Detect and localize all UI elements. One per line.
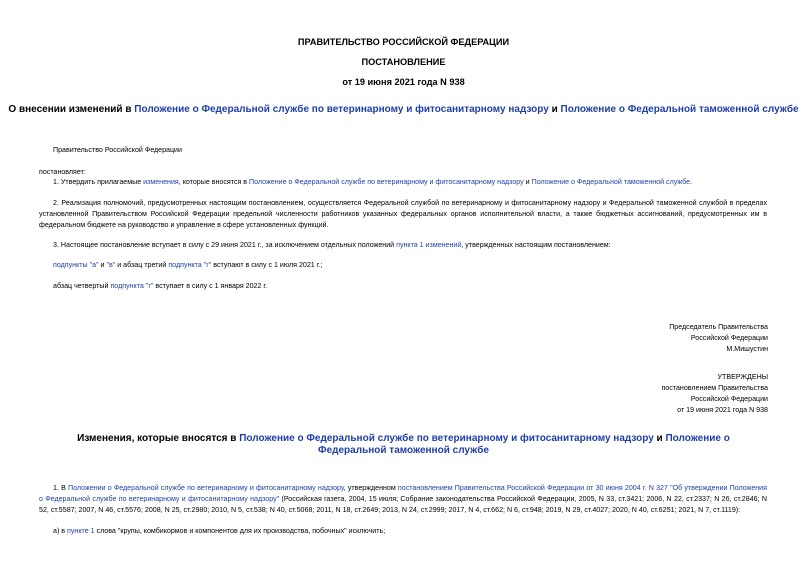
p4-link-subitem-v[interactable]: "в" [106, 261, 116, 269]
p3-text: 3. Настоящее постановление вступает в силу с 29 июня 2021 г., за исключением отдельных положений [53, 241, 397, 249]
document-title [0, 104, 807, 116]
item-a-link-point1[interactable]: пункте 1 [67, 527, 95, 535]
paragraph-3 [53, 240, 773, 251]
p4-text: и [98, 261, 107, 269]
item-a-text: а) в [53, 527, 68, 535]
item1-link-vet-regulation[interactable]: Положении о Федеральной службе по ветеринарному и фитосанитарному надзору [68, 484, 344, 492]
p1-text: . [690, 178, 693, 186]
changes-title [50, 433, 757, 457]
government-name: Правительство Российской Федерации [53, 146, 182, 154]
p1-link-vet-regulation[interactable]: Положение о Федеральной службе по ветеринарному и фитосанитарному надзору [249, 178, 524, 186]
changes-title-prefix: Изменения, которые вносятся в [77, 433, 240, 444]
item-a-text: слова "крупы, комбикормов и компонентов для их производства, побочных" исключить; [94, 527, 386, 535]
item1-text: (Российская газета, 2004, 15 июля; Собрание законодательства Российской Федерации, 2005, N 33, ст.3421; 2006, N 22, ст.2337; N 26, ст.2846; N 52, ст.5587; 2007, N 46, ст.5576; 2008, N 25, ст.2980; 2010, N 5, ст.538; N 40, ст.5068; 2011, N 18, ст.2649; 2013, N 24, ст.2999; 2017, N 4, ст.662; N 6, ст.948; 2019, N 29, ст.4027; 2020, N 40, ст.6251; 2021, N 7, ст.1119): [39, 495, 767, 514]
government-heading: ПРАВИТЕЛЬСТВО РОССИЙСКОЙ ФЕДЕРАЦИИ [297, 37, 510, 47]
p1-text: 1. Утвердить прилагаемые [53, 178, 144, 186]
change-item-a [53, 526, 773, 537]
p1-text: и [523, 178, 532, 186]
p4-link-subitem-g[interactable]: подпункта "г" [168, 261, 212, 269]
p5-link-subitem-g[interactable]: подпункта "г" [110, 282, 154, 290]
item1-text: 1. В [53, 484, 69, 492]
p5-text: вступает в силу с 1 января 2022 г. [153, 282, 268, 290]
document-type: ПОСТАНОВЛЕНИЕ [361, 57, 446, 67]
changes-title-link-vet[interactable]: Положение о Федеральной службе по ветеринарному и фитосанитарному надзору [239, 433, 654, 444]
approval-block [468, 372, 768, 416]
signature-position: Председатель Правительства [669, 323, 768, 331]
p4-text: вступают в силу с 1 июля 2021 г.; [211, 261, 323, 269]
decrees-word: постановляет: [39, 168, 86, 176]
paragraph-4 [53, 260, 773, 271]
approval-date: от 19 июня 2021 года N 938 [677, 406, 768, 414]
p1-link-customs-regulation[interactable]: Положение о Федеральной таможенной службе [531, 178, 691, 186]
approval-line: постановлением Правительства [661, 384, 768, 392]
p5-text: абзац четвертый [53, 282, 111, 290]
item1-link-decree-327[interactable]: постановлением Правительства Российской Федерации от 30 июня 2004 г. N 327 "Об утверждении Положения о Федеральной службе по ветеринарному и фитосанитарному надзору" [39, 484, 767, 503]
p3-link-item1-changes[interactable]: пункта 1 изменений [396, 241, 462, 249]
signature-name: М.Мишустин [726, 345, 768, 353]
change-item-1 [39, 483, 767, 516]
paragraph-5 [53, 281, 773, 292]
signature-country: Российской Федерации [690, 334, 768, 342]
title-link-vet-regulation[interactable]: Положение о Федеральной службе по ветеринарному и фитосанитарному надзору [134, 104, 549, 115]
p4-text: и абзац третий [115, 261, 169, 269]
signature-block [468, 322, 768, 355]
title-prefix: О внесении изменений в [8, 104, 135, 115]
p3-text: , утвержденных настоящим постановлением: [461, 241, 611, 249]
approval-line: Российской Федерации [690, 395, 768, 403]
p1-link-changes[interactable]: изменения [143, 178, 179, 186]
paragraph-1 [53, 177, 773, 188]
changes-title-link-customs[interactable]: Положение о Федеральной таможенной службе [318, 433, 730, 456]
title-conjunction: и [548, 104, 561, 115]
item1-text: , утвержденном [343, 484, 398, 492]
changes-title-conjunction: и [653, 433, 666, 444]
p1-text: , которые вносятся в [178, 178, 250, 186]
approval-heading: УТВЕРЖДЕНЫ [717, 373, 768, 381]
document-date: от 19 июня 2021 года N 938 [342, 77, 465, 87]
title-link-customs-regulation[interactable]: Положение о Федеральной таможенной службе [560, 104, 799, 115]
p4-link-subitems-a[interactable]: подпункты "а" [53, 261, 99, 269]
paragraph-2: 2. Реализация полномочий, предусмотренных настоящим постановлением, осуществляется Федеральной службой по ветеринарному и фитосанитарному надзору и Федеральной таможенной службой в пределах установленной Правительством Российской Федерации предельной численности работников указанных федеральных органов исполнительной власти, а также бюджетных ассигнований, предусмотренных им в федеральном бюджете на руководство и управление в сфере установленных функций. [39, 199, 767, 229]
